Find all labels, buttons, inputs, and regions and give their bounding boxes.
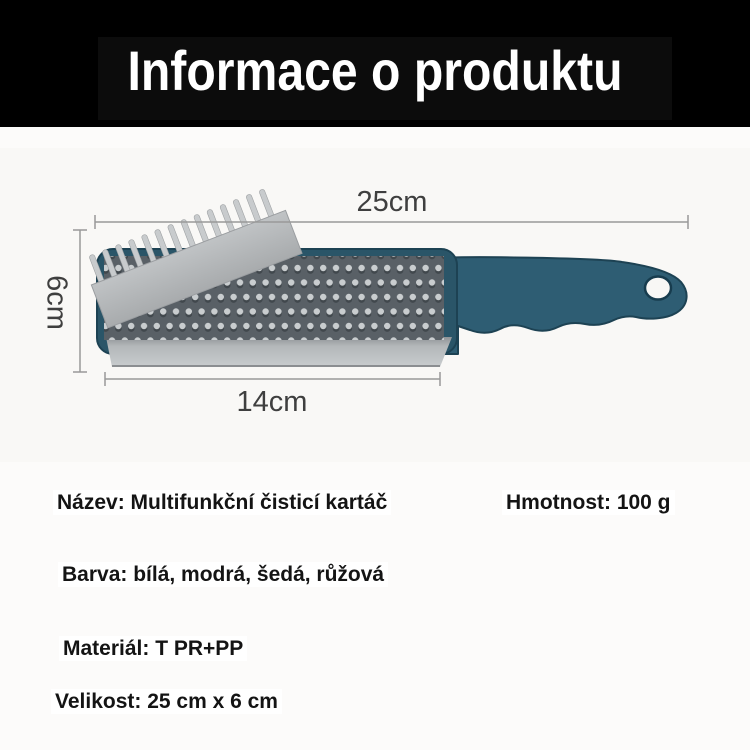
dimension-label-width: 25cm	[356, 186, 428, 218]
spec-material-text: Materiál: T PR+PP	[59, 636, 247, 661]
squeegee-blade	[106, 337, 452, 367]
spec-size	[51, 688, 282, 715]
page-title: Informace o produktu	[127, 39, 623, 102]
dimension-label-height: 6cm	[40, 275, 73, 330]
dimension-label-brush-width: 14cm	[236, 386, 308, 418]
spec-weight-text: Hmotnost: 100 g	[502, 490, 675, 515]
spec-colors	[58, 561, 388, 588]
brush-handle	[440, 257, 687, 354]
spec-product-name-text: Název: Multifunkční čisticí kartáč	[53, 490, 391, 515]
spec-colors-text: Barva: bílá, modrá, šedá, růžová	[58, 562, 388, 587]
spec-material	[59, 635, 247, 662]
hang-hole	[645, 277, 671, 300]
spec-product-name	[53, 489, 391, 516]
spec-weight	[502, 489, 675, 516]
spec-size-text: Velikost: 25 cm x 6 cm	[51, 689, 282, 714]
